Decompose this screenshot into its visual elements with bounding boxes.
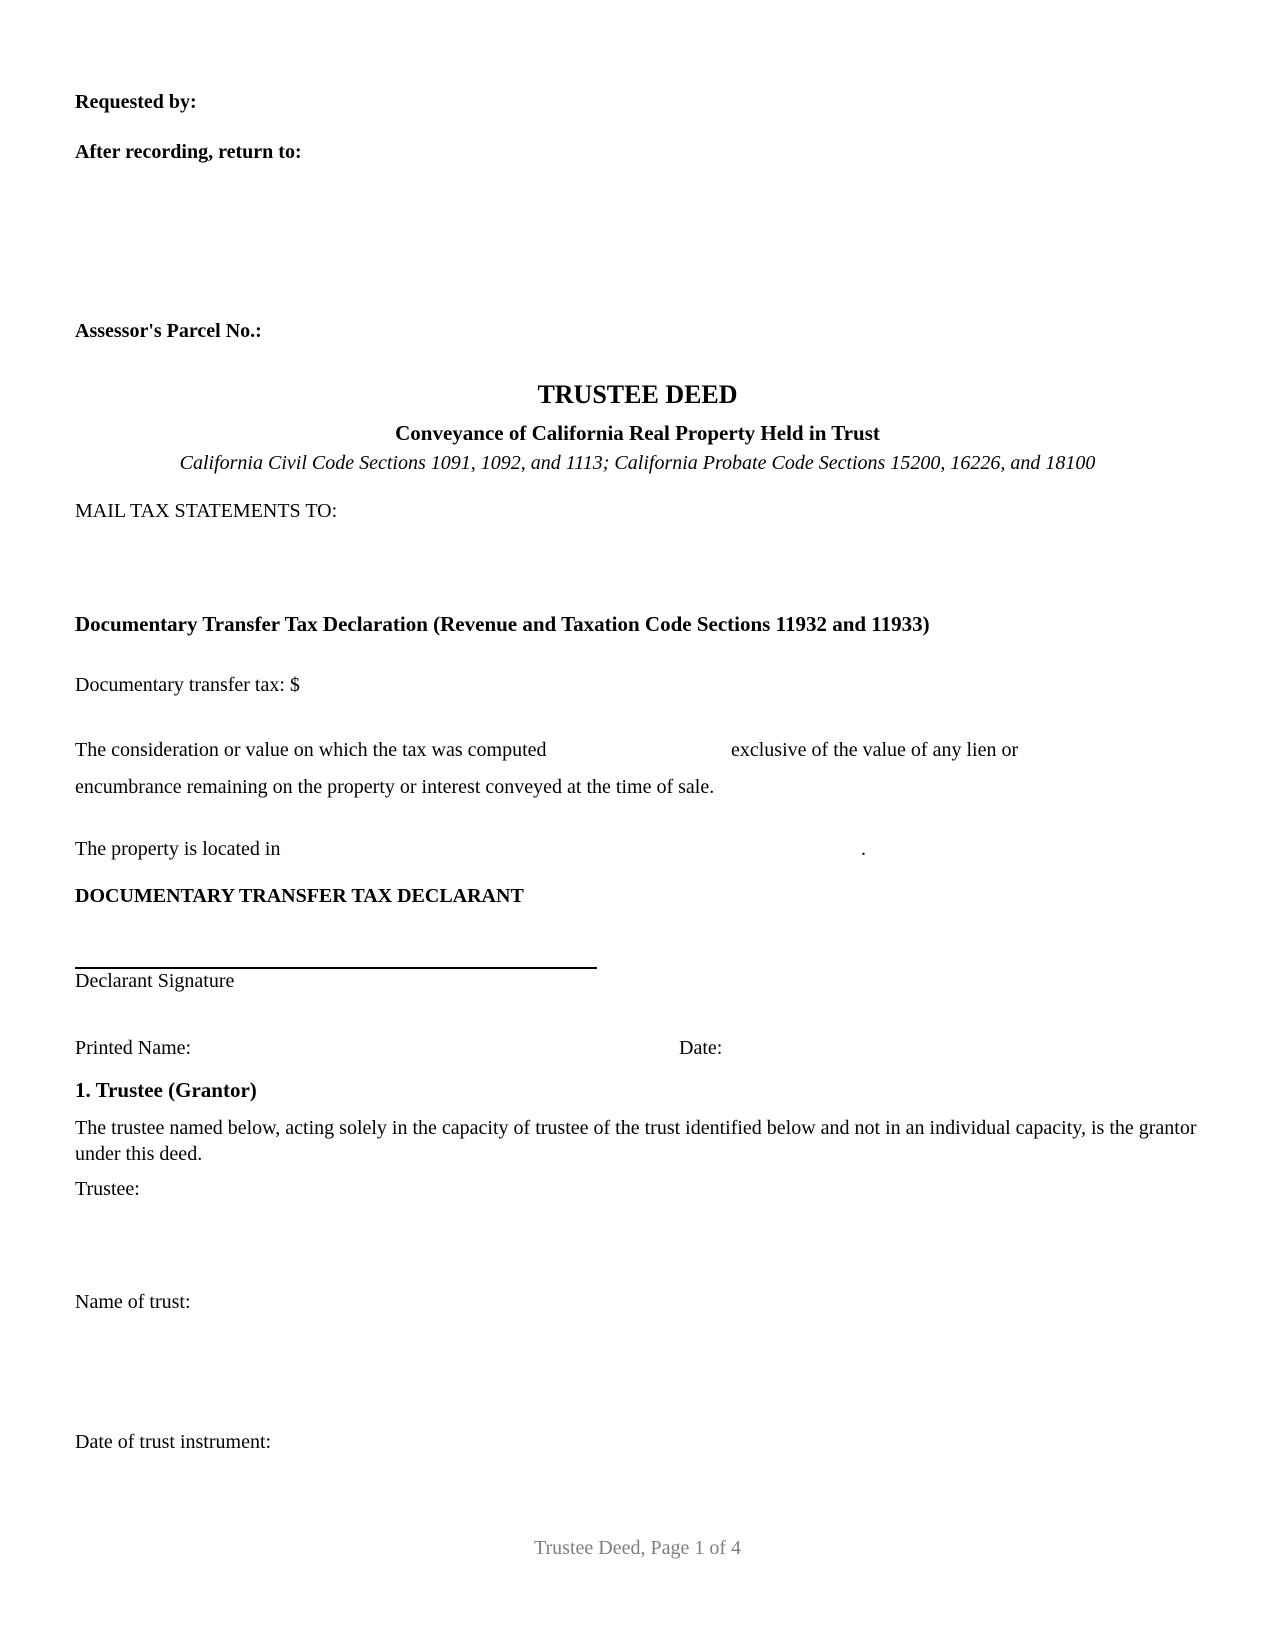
consideration-text-continued: exclusive of the value of any lien or xyxy=(731,739,1019,761)
return-to-label: After recording, return to: xyxy=(75,141,302,163)
date-label: Date: xyxy=(679,1037,723,1059)
consideration-text: The consideration or value on which the tax was computed xyxy=(75,739,547,761)
requested-by-label: Requested by: xyxy=(75,91,197,113)
declarant-signature-label: Declarant Signature xyxy=(75,970,235,992)
section-1-heading: 1. Trustee (Grantor) xyxy=(75,1078,257,1102)
dtt-heading: Documentary Transfer Tax Declaration (Revenue and Taxation Code Sections 11932 and 11933) xyxy=(75,612,930,636)
document-title: TRUSTEE DEED xyxy=(537,380,738,409)
apn-label: Assessor's Parcel No.: xyxy=(75,320,262,342)
printed-name-label: Printed Name: xyxy=(75,1037,192,1059)
dtt-amount-label: Documentary transfer tax: $ xyxy=(75,674,300,696)
statute-citation: California Civil Code Sections 1091, 1092, and 1113; California Probate Code Sections 15200, 16226, and 18100 xyxy=(179,452,1096,474)
trustee-label: Trustee: xyxy=(75,1178,140,1200)
consideration-text-line2: encumbrance remaining on the property or interest conveyed at the time of sale. xyxy=(75,776,715,798)
document-subtitle: Conveyance of California Real Property Held in Trust xyxy=(395,421,880,445)
mail-tax-statements-label: MAIL TAX STATEMENTS TO: xyxy=(75,500,338,522)
signature-line xyxy=(75,967,597,969)
trust-name-label: Name of trust: xyxy=(75,1291,191,1313)
page-footer: Trustee Deed, Page 1 of 4 xyxy=(533,1537,741,1559)
declarant-heading: DOCUMENTARY TRANSFER TAX DECLARANT xyxy=(75,885,524,907)
section-1-body: The trustee named below, acting solely in the capacity of trustee of the trust identified below and not in an individual capacity, is the grantor under this deed. xyxy=(75,1117,1197,1165)
property-location-label: The property is located in xyxy=(75,838,281,860)
trust-date-label: Date of trust instrument: xyxy=(75,1431,272,1453)
property-location-period: . xyxy=(861,838,866,860)
